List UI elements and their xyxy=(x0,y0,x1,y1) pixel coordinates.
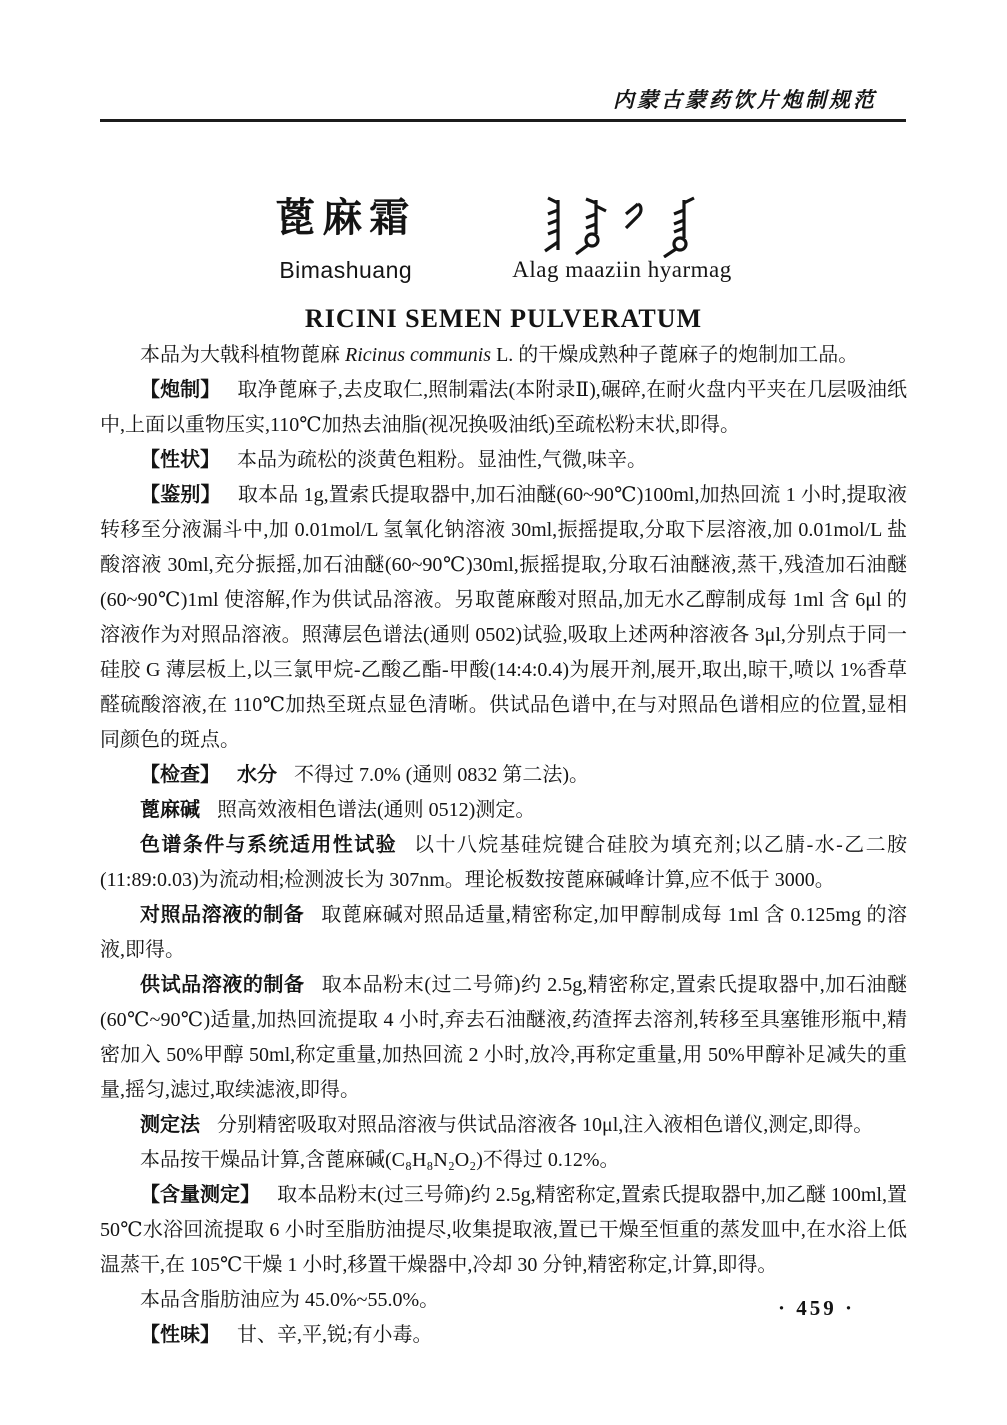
section-text-hanliang: 取本品粉末(过三号筛)约 2.5g,精密称定,置索氏提取器中,加乙醚 100ml,置50℃水浴回流提取 6 小时至脂肪油提尽,收集提取液,置已干燥至恒重的蒸发皿中,在水浴上低温蒸干,在 105℃干燥 1 小时,移置干燥器中,冷却 30 分钟,精密称定,计算,即得。 xyxy=(100,1184,908,1276)
section-jianbie xyxy=(100,478,907,758)
section-paozhi xyxy=(100,373,907,443)
section-text-xingzhuang: 本品为疏松的淡黄色粗粉。显油性,气微,味辛。 xyxy=(237,449,647,471)
page-footer xyxy=(0,1296,855,1321)
subsection-label-cedingfa: 测定法 xyxy=(140,1114,200,1136)
section-label-xingwei: 【性味】 xyxy=(140,1324,220,1346)
species-latin-name: Ricinus communis xyxy=(345,344,492,366)
section-cedingfa xyxy=(100,1108,907,1143)
subsection-label-bimajian: 蓖麻碱 xyxy=(140,799,200,821)
section-label-xingzhuang: 【性状】 xyxy=(140,449,220,471)
section-text-cedingfa: 分别精密吸取对照品溶液与供试品溶液各 10μl,注入液相色谱仪,测定,即得。 xyxy=(217,1114,874,1136)
origin-text-pre: 本品为大戟科植物蓖麻 xyxy=(140,344,345,366)
section-setiaojian xyxy=(100,828,907,898)
running-header xyxy=(0,84,877,114)
section-duizhaopin xyxy=(100,898,907,968)
drug-title-chinese: 蓖麻霜 xyxy=(275,195,417,240)
section-bimajian xyxy=(100,793,907,828)
subsection-label-shuifen: 水分 xyxy=(237,764,277,786)
section-text-setiaojian: 以十八烷基硅烷键合硅胶为填充剂;以乙腈-水-乙二胺(11:89:0.03)为流动相;检测波长为 307nm。理论板数按蓖麻碱峰计算,应不低于 3000。 xyxy=(100,834,907,891)
section-label-paozhi: 【炮制】 xyxy=(140,379,221,401)
subsection-label-duizhaopin: 对照品溶液的制备 xyxy=(140,904,305,926)
mongolian-script-wrap xyxy=(512,196,731,248)
section-text-gongshipin: 取本品粉末(过二号筛)约 2.5g,精密称定,置索氏提取器中,加石油醚(60℃~90℃)适量,加热回流提取 4 小时,弃去石油醚液,药渣挥去溶剂,转移至具塞锥形瓶中,精密加入 50%甲醇 50ml,称定重量,加热回流 2 小时,放冷,再称定重量,用 50%甲醇补足减失的重量,摇匀,滤过,取续滤液,即得。 xyxy=(100,974,907,1101)
section-text-jianbie: 取本品 1g,置索氏提取器中,加石油醚(60~90℃)100ml,加热回流 1 小时,提取液转移至分液漏斗中,加 0.01mol/L 氢氧化钠溶液 30ml,振摇提取,分取下层溶液,加 0.01mol/L 盐酸溶液 30ml,充分振摇,加石油醚(60~90℃)30ml,振摇提取,分取石油醚液,蒸干,残渣加石油醚(60~90℃)1ml 使溶解,作为供试品溶液。另取蓖麻酸对照品,加无水乙醇制成每 1ml 含 6μl 的溶液作为对照品溶液。照薄层色谱法(通则 0502)试验,吸取上述两种溶液各 3μl,分别点于同一硅胶 G 薄层板上,以三氯甲烷-乙酸乙酯-甲酸(14:4:0.4)为展开剂,展开,取出,晾干,喷以 1%香草醛硫酸溶液,在 110℃加热至斑点显色清晰。供试品色谱中,在与对照品色谱相应的位置,显相同颜色的斑点。 xyxy=(100,484,907,751)
section-text-duizhaopin: 取蓖麻碱对照品适量,精密称定,加甲醇制成每 1ml 含 0.125mg 的溶液,即得。 xyxy=(100,904,908,961)
section-text-paozhi: 取净蓖麻子,去皮取仁,照制霜法(本附录Ⅱ),碾碎,在耐火盘内平夹在几层吸油纸中,上面以重物压实,110℃加热去油脂(视况换吸油纸)至疏松粉末状,即得。 xyxy=(100,379,907,436)
drug-title-latin: RICINI SEMEN PULVERATUM xyxy=(304,304,703,333)
page-number: · 459 · xyxy=(777,1296,855,1320)
section-label-jiancha: 【检查】 xyxy=(140,764,220,786)
fat-content-text: 本品含脂肪油应为 45.0%~55.0%。 xyxy=(140,1289,440,1311)
alkaloid-limit-paragraph xyxy=(100,1143,907,1178)
title-mongolian-column xyxy=(512,196,731,283)
monograph-body xyxy=(100,338,907,1353)
subsection-label-setiaojian: 色谱条件与系统适用性试验 xyxy=(140,834,398,856)
origin-paragraph xyxy=(100,338,907,373)
title-row xyxy=(100,196,907,284)
section-label-hanliang: 【含量测定】 xyxy=(140,1184,261,1206)
alkaloid-limit-text: 本品按干燥品计算,含蓖麻碱(C₈H₈N₂O₂)不得过 0.12%。 xyxy=(140,1149,620,1171)
drug-title-mongolian-latin: Alag maaziin hyarmag xyxy=(512,257,732,282)
section-jiancha xyxy=(100,758,907,793)
section-hanliang xyxy=(100,1178,907,1283)
drug-title-pinyin: Bimashuang xyxy=(279,257,413,283)
header-rule xyxy=(100,119,906,122)
origin-text-post: L. 的干燥成熟种子蓖麻子的炮制加工品。 xyxy=(491,344,859,366)
running-title: 内蒙古蒙药饮片炮制规范 xyxy=(613,88,877,112)
title-chinese-column xyxy=(275,196,416,284)
section-gongshipin xyxy=(100,968,907,1108)
section-xingzhuang xyxy=(100,443,907,478)
section-text-xingwei: 甘、辛,平,锐;有小毒。 xyxy=(237,1324,433,1346)
section-text-jiancha: 不得过 7.0% (通则 0832 第二法)。 xyxy=(294,764,589,786)
title-block xyxy=(100,196,907,334)
section-label-jianbie: 【鉴别】 xyxy=(140,484,221,506)
section-text-bimajian: 照高效液相色谱法(通则 0512)测定。 xyxy=(217,799,536,821)
mongolian-script-icon xyxy=(538,196,706,258)
section-xingwei xyxy=(100,1318,907,1353)
subsection-label-gongshipin: 供试品溶液的制备 xyxy=(140,974,305,996)
